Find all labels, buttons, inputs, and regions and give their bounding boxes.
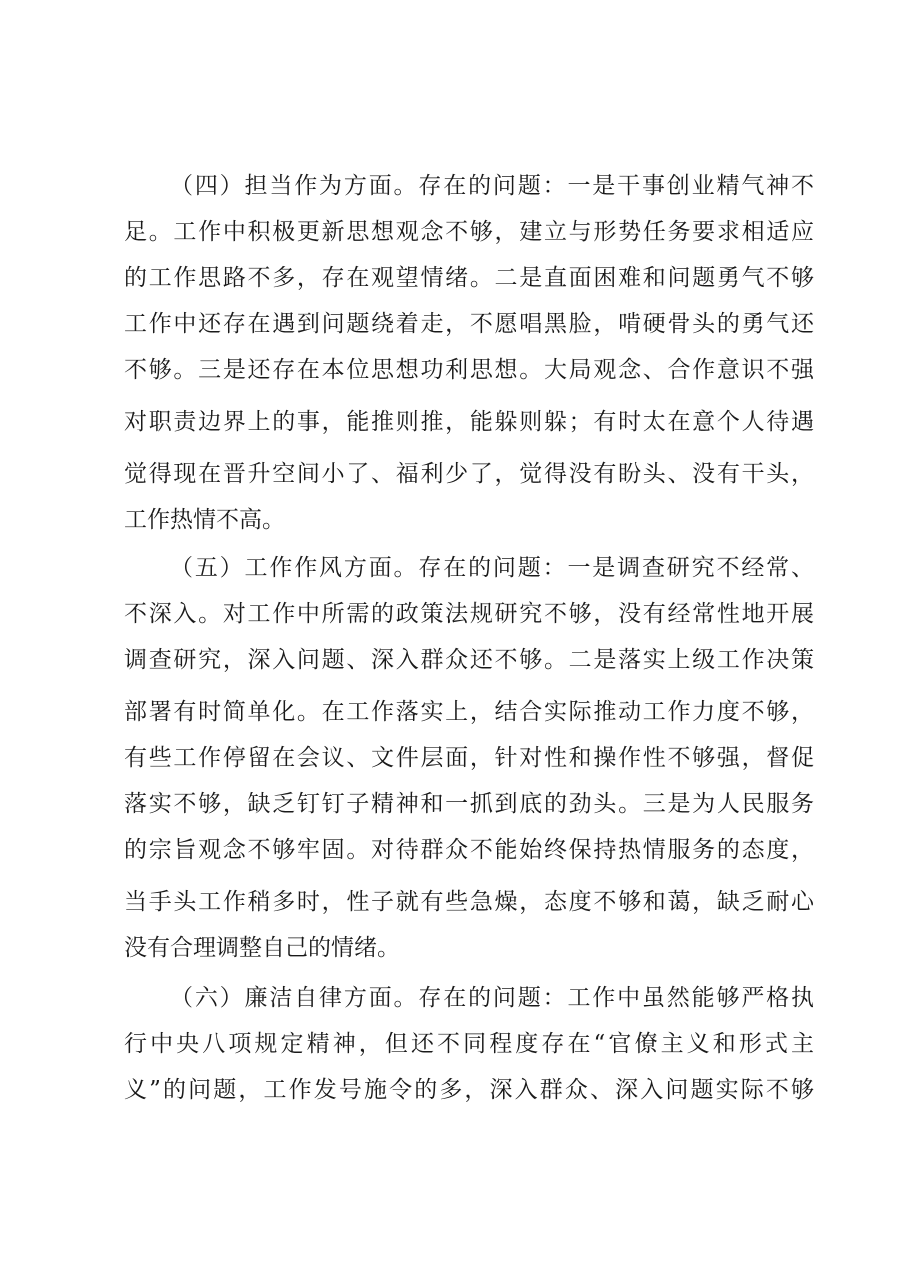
paragraph-4-line-7: 觉得现在晋升空间小了、福利少了，觉得没有盼头、没有干头， (124, 461, 814, 487)
paragraph-5-line-7: 的宗旨观念不够牢固。对待群众不能始终保持热情服务的态度， (124, 837, 814, 863)
paragraph-4-line-1: （四）担当作为方面。存在的问题：一是干事创业精气神不 (170, 173, 814, 199)
paragraph-6-line-3: 义”的问题，工作发号施令的多，深入群众、深入问题实际不够 (124, 1077, 814, 1103)
paragraph-5-line-1: （五）工作作风方面。存在的问题：一是调查研究不经常、 (170, 555, 814, 581)
paragraph-4-line-2: 足。工作中积极更新思想观念不够，建立与形势任务要求相适应 (124, 219, 814, 245)
paragraph-6-line-1: （六）廉洁自律方面。存在的问题：工作中虽然能够严格执 (170, 985, 814, 1011)
paragraph-4-line-6: 对职责边界上的事，能推则推，能躲则躲；有时太在意个人待遇 (124, 409, 814, 435)
paragraph-5-line-4: 部署有时简单化。在工作落实上，结合实际推动工作力度不够， (124, 699, 814, 725)
paragraph-5-line-9: 没有合理调整自己的情绪。 (124, 935, 400, 961)
paragraph-4-line-8: 工作热情不高。 (124, 507, 285, 533)
paragraph-5-line-2: 不深入。对工作中所需的政策法规研究不够，没有经常性地开展 (124, 601, 814, 627)
paragraph-5-line-3: 调查研究，深入问题、深入群众还不够。二是落实上级工作决策 (124, 647, 814, 673)
paragraph-6-line-2: 行中央八项规定精神，但还不同程度存在“官僚主义和形式主 (124, 1031, 814, 1057)
paragraph-5-line-5: 有些工作停留在会议、文件层面，针对性和操作性不够强，督促 (124, 745, 814, 771)
paragraph-5-line-8: 当手头工作稍多时，性子就有些急燥，态度不够和蔼，缺乏耐心 (124, 889, 814, 915)
paragraph-4-line-3: 的工作思路不多，存在观望情绪。二是直面困难和问题勇气不够 (124, 265, 814, 291)
paragraph-4-line-4: 工作中还存在遇到问题绕着走，不愿唱黑脸，啃硬骨头的勇气还 (124, 311, 814, 337)
paragraph-5-line-6: 落实不够，缺乏钉钉子精神和一抓到底的劲头。三是为人民服务 (124, 791, 814, 817)
paragraph-4-line-5: 不够。三是还存在本位思想功利思想。大局观念、合作意识不强 (124, 357, 814, 383)
